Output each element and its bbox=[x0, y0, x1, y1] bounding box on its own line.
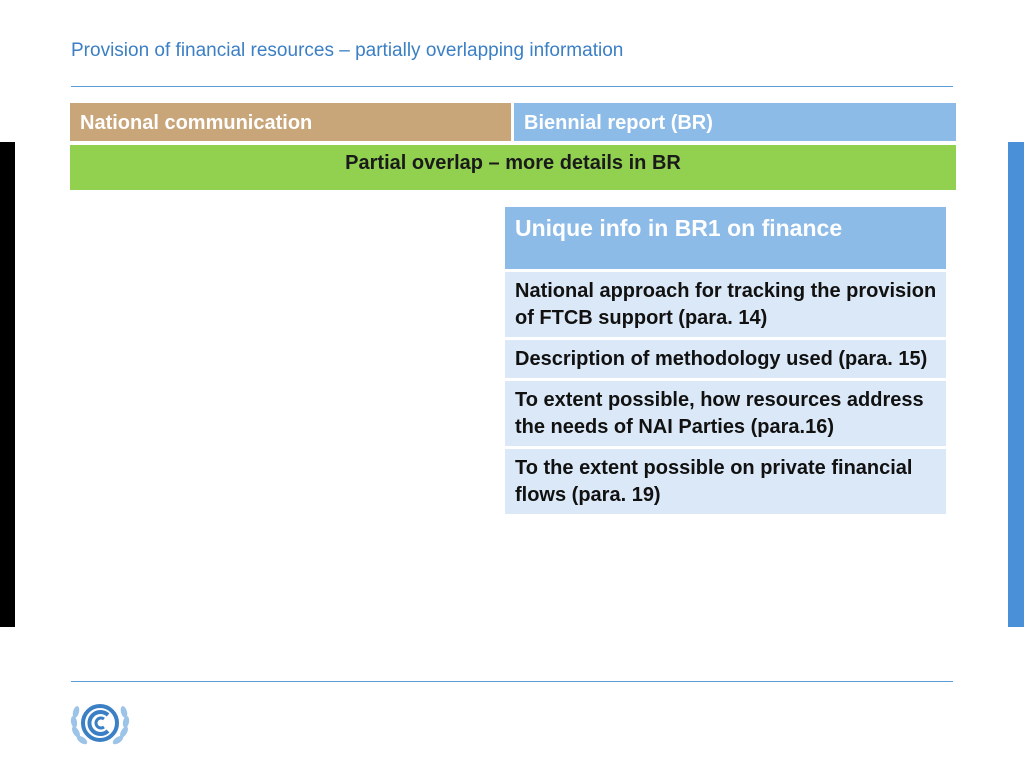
national-communication-header: National communication bbox=[70, 103, 511, 141]
table-row: To extent possible, how resources address the needs of NAI Parties (para.16) bbox=[505, 381, 946, 446]
br1-finance-heading: Unique info in BR1 on finance bbox=[505, 207, 946, 269]
table-row: Description of methodology used (para. 15) bbox=[505, 340, 946, 378]
table-row: To the extent possible on private financial flows (para. 19) bbox=[505, 449, 946, 514]
right-edge-bar bbox=[1008, 142, 1024, 627]
unfccc-logo-icon bbox=[68, 698, 132, 750]
title-divider bbox=[71, 86, 953, 87]
table-row: National approach for tracking the provision of FTCB support (para. 14) bbox=[505, 272, 946, 337]
slide-title: Provision of financial resources – partially overlapping information bbox=[71, 40, 624, 61]
br1-finance-table bbox=[505, 207, 946, 514]
partial-overlap-banner: Partial overlap – more details in BR bbox=[70, 145, 956, 190]
left-edge-bar bbox=[0, 142, 15, 627]
footer-divider bbox=[71, 681, 953, 682]
biennial-report-header: Biennial report (BR) bbox=[514, 103, 956, 141]
